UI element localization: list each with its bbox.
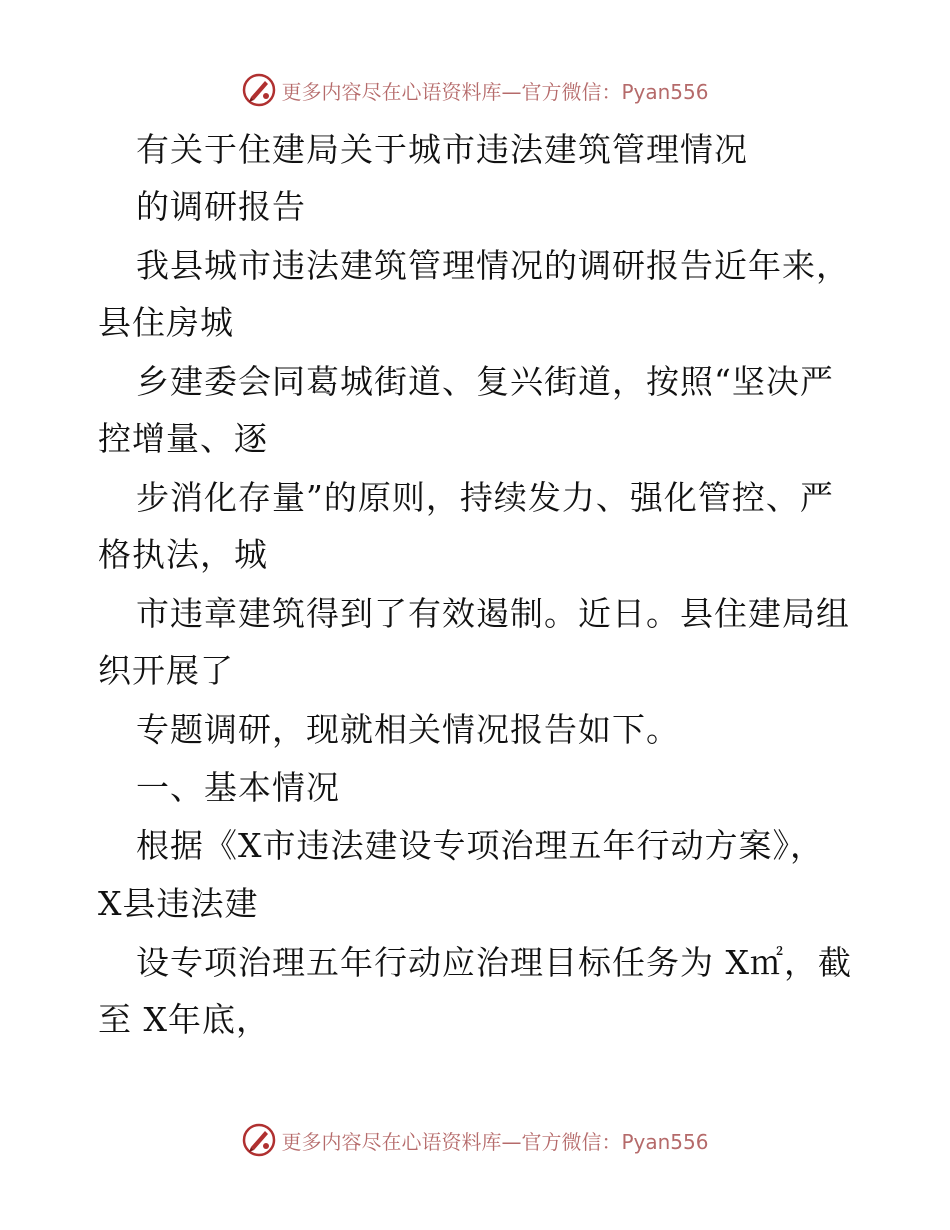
paragraph-line: 乡建委会同葛城街道、复兴街道，按照“坚决严 <box>136 362 834 401</box>
watermark-text: 更多内容尽在心语资料库—官方微信：Pyan556 <box>281 79 709 104</box>
watermark-text: 更多内容尽在心语资料库—官方微信：Pyan556 <box>281 1129 709 1154</box>
paragraph-line: 格执法，城 <box>98 535 268 574</box>
paragraph-line: 织开展了 <box>98 651 234 690</box>
paragraph-line: 我县城市违法建筑管理情况的调研报告近年来， <box>136 246 850 285</box>
paragraph-line: 县住房城 <box>98 303 234 342</box>
paragraph-line: 专题调研，现就相关情况报告如下。 <box>136 710 680 749</box>
header-watermark <box>0 70 950 110</box>
paragraph-line: X县违法建 <box>98 884 259 923</box>
paragraph-line: 步消化存量”的原则，持续发力、强化管控、严 <box>136 478 834 517</box>
section-heading: 一、基本情况 <box>136 768 340 807</box>
paragraph-line: 至 X年底， <box>98 1000 270 1039</box>
pen-seal-icon <box>241 1122 277 1158</box>
doc-title-line-1: 有关于住建局关于城市违法建筑管理情况 <box>136 130 748 169</box>
paragraph-line: 控增量、逐 <box>98 419 268 458</box>
doc-title-line-2: 的调研报告 <box>136 187 306 226</box>
pen-seal-icon <box>241 72 277 108</box>
paragraph-line: 根据《X市违法建设专项治理五年行动方案》， <box>136 826 824 865</box>
footer-watermark <box>0 1120 950 1160</box>
paragraph-line: 设专项治理五年行动应治理目标任务为 X㎡，截 <box>136 943 852 982</box>
paragraph-line: 市违章建筑得到了有效遏制。近日。县住建局组 <box>136 594 850 633</box>
